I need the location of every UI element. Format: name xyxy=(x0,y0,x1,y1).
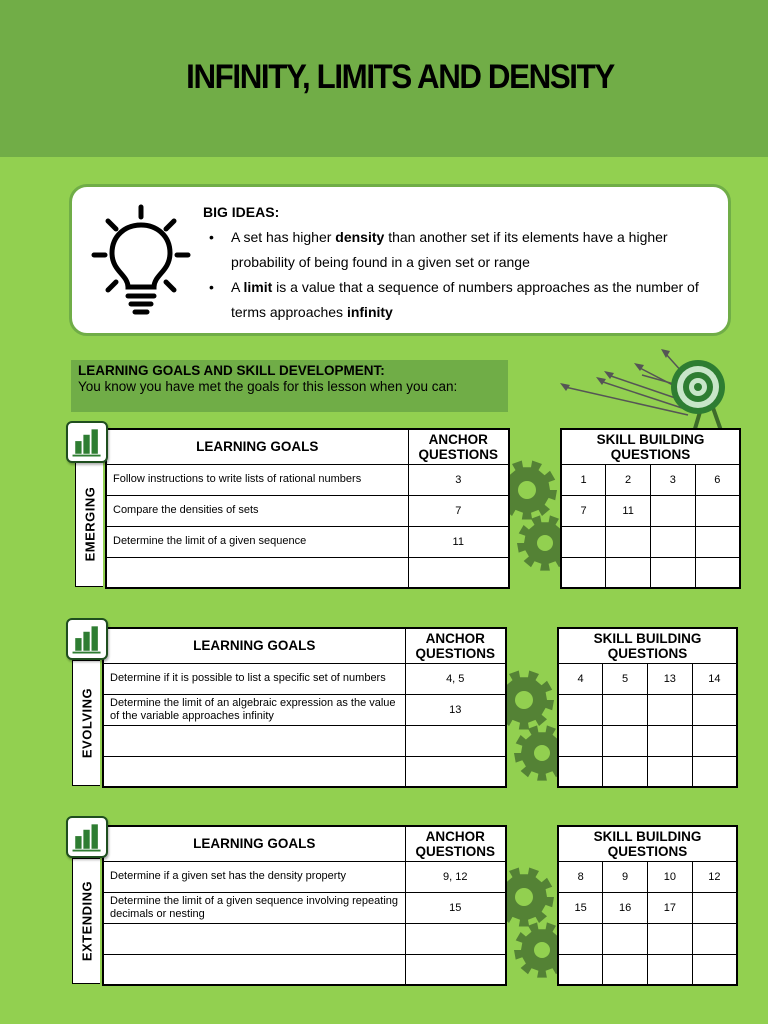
level-label-text: EXTENDING xyxy=(79,880,94,962)
skill-header: SKILL BUILDING QUESTIONS xyxy=(558,628,737,663)
table-row xyxy=(558,663,737,694)
anchor-header: ANCHOR QUESTIONS xyxy=(405,826,506,861)
big-idea-item xyxy=(203,275,703,325)
learning-goals-table xyxy=(102,627,507,788)
table-row xyxy=(561,557,740,588)
text: A set has higher xyxy=(231,229,336,245)
table-row xyxy=(558,923,737,954)
learning-goals-table xyxy=(105,428,510,589)
skill-cell xyxy=(606,557,651,588)
goal-cell: Determine if a given set has the density property xyxy=(103,861,405,892)
goal-cell: Determine if it is possible to list a specific set of numbers xyxy=(103,663,405,694)
skill-cell: 3 xyxy=(651,464,696,495)
skill-cell xyxy=(558,756,603,787)
target-arrows-icon xyxy=(560,345,730,440)
skill-cell xyxy=(558,923,603,954)
table-row xyxy=(561,526,740,557)
goal-cell: Determine the limit of an algebraic expression as the value of the variable approaches infinity xyxy=(103,694,405,725)
skill-cell: 10 xyxy=(647,861,692,892)
skill-cell: 2 xyxy=(606,464,651,495)
skill-cell xyxy=(606,526,651,557)
skill-cell xyxy=(692,694,737,725)
table-row xyxy=(558,892,737,923)
level-label-extending xyxy=(72,858,100,984)
skill-cell xyxy=(603,694,648,725)
skill-cell xyxy=(603,725,648,756)
goal-cell: Determine the limit of a given sequence involving repeating decimals or nesting xyxy=(103,892,405,923)
table-row xyxy=(103,725,506,756)
skill-cell: 6 xyxy=(695,464,740,495)
anchor-cell: 13 xyxy=(405,694,506,725)
skill-cell xyxy=(647,923,692,954)
table-row xyxy=(558,954,737,985)
anchor-header: ANCHOR QUESTIONS xyxy=(405,628,506,663)
table-row xyxy=(103,756,506,787)
skill-cell xyxy=(651,495,696,526)
skill-cell xyxy=(647,694,692,725)
anchor-cell: 4, 5 xyxy=(405,663,506,694)
anchor-cell: 7 xyxy=(408,495,509,526)
skill-header: SKILL BUILDING QUESTIONS xyxy=(561,429,740,464)
skill-cell: 17 xyxy=(647,892,692,923)
table-row xyxy=(106,464,509,495)
skill-cell: 9 xyxy=(603,861,648,892)
skill-cell xyxy=(603,923,648,954)
table-row xyxy=(106,495,509,526)
level-label-text: EVOLVING xyxy=(79,687,94,759)
skill-cell xyxy=(558,954,603,985)
table-row xyxy=(558,725,737,756)
skill-building-table xyxy=(560,428,741,589)
banner-heading: LEARNING GOALS AND SKILL DEVELOPMENT: xyxy=(78,363,385,378)
anchor-header: ANCHOR QUESTIONS xyxy=(408,429,509,464)
skill-cell xyxy=(692,954,737,985)
table-row xyxy=(558,756,737,787)
anchor-cell xyxy=(405,954,506,985)
bar-chart-icon xyxy=(66,618,108,660)
skill-cell: 12 xyxy=(692,861,737,892)
skill-cell: 5 xyxy=(603,663,648,694)
table-row xyxy=(106,557,509,588)
bullet: • xyxy=(209,229,214,245)
text: than another set if its elements have a higher probability of being found in a given set or range xyxy=(231,229,668,270)
big-ideas-heading: BIG IDEAS: xyxy=(203,204,280,220)
skill-cell xyxy=(603,954,648,985)
big-ideas-box xyxy=(69,184,731,336)
goals-header: LEARNING GOALS xyxy=(103,628,405,663)
skill-cell: 13 xyxy=(647,663,692,694)
skill-building-table xyxy=(557,627,738,788)
bar-chart-icon xyxy=(66,816,108,858)
bold-term: density xyxy=(335,229,385,245)
lightbulb-icon xyxy=(86,201,196,319)
skill-cell: 4 xyxy=(558,663,603,694)
anchor-cell xyxy=(405,756,506,787)
anchor-cell: 9, 12 xyxy=(405,861,506,892)
skill-cell xyxy=(692,756,737,787)
goal-cell: Compare the densities of sets xyxy=(106,495,408,526)
skill-cell xyxy=(695,495,740,526)
skill-cell: 14 xyxy=(692,663,737,694)
learning-goals-table xyxy=(102,825,507,986)
table-row xyxy=(103,892,506,923)
anchor-cell: 11 xyxy=(408,526,509,557)
goal-cell xyxy=(103,756,405,787)
text: A xyxy=(231,279,244,295)
skill-cell xyxy=(692,892,737,923)
anchor-cell xyxy=(405,725,506,756)
skill-cell xyxy=(561,526,606,557)
table-row xyxy=(561,464,740,495)
skill-cell xyxy=(695,557,740,588)
table-row xyxy=(561,495,740,526)
goal-cell xyxy=(103,725,405,756)
skill-cell: 8 xyxy=(558,861,603,892)
table-row xyxy=(558,694,737,725)
goal-cell xyxy=(103,923,405,954)
skill-cell xyxy=(647,725,692,756)
skill-cell: 11 xyxy=(606,495,651,526)
skill-cell xyxy=(692,725,737,756)
goal-cell xyxy=(106,557,408,588)
skill-cell: 15 xyxy=(558,892,603,923)
level-label-emerging xyxy=(75,461,103,587)
banner-subtitle: You know you have met the goals for this lesson when you can: xyxy=(78,379,458,394)
skill-cell xyxy=(558,725,603,756)
table-row xyxy=(103,694,506,725)
skill-cell: 1 xyxy=(561,464,606,495)
goal-cell xyxy=(103,954,405,985)
skill-cell xyxy=(603,756,648,787)
skill-cell xyxy=(647,756,692,787)
table-row xyxy=(103,663,506,694)
bullet: • xyxy=(209,279,214,295)
table-row xyxy=(106,526,509,557)
level-label-evolving xyxy=(72,660,100,786)
level-label-text: EMERGING xyxy=(82,486,97,562)
skill-cell: 16 xyxy=(603,892,648,923)
skill-cell xyxy=(647,954,692,985)
bold-term: infinity xyxy=(346,304,393,320)
anchor-cell: 3 xyxy=(408,464,509,495)
anchor-cell xyxy=(405,923,506,954)
bar-chart-icon xyxy=(66,421,108,463)
goal-cell: Follow instructions to write lists of rational numbers xyxy=(106,464,408,495)
big-idea-item xyxy=(203,225,703,275)
bold-term: limit xyxy=(243,279,273,295)
big-ideas-list xyxy=(203,225,703,325)
skill-cell xyxy=(558,694,603,725)
learning-goals-banner xyxy=(71,360,508,412)
skill-header: SKILL BUILDING QUESTIONS xyxy=(558,826,737,861)
skill-cell xyxy=(695,526,740,557)
skill-cell xyxy=(692,923,737,954)
skill-cell xyxy=(561,557,606,588)
anchor-cell: 15 xyxy=(405,892,506,923)
page-title: INFINITY, LIMITS AND DENSITY xyxy=(186,58,614,96)
table-row xyxy=(103,923,506,954)
skill-cell: 7 xyxy=(561,495,606,526)
goal-cell: Determine the limit of a given sequence xyxy=(106,526,408,557)
goals-header: LEARNING GOALS xyxy=(103,826,405,861)
text: is a value that a sequence of numbers approaches as the number of terms approaches xyxy=(231,279,699,320)
table-row xyxy=(103,954,506,985)
goals-header: LEARNING GOALS xyxy=(106,429,408,464)
skill-cell xyxy=(651,557,696,588)
table-row xyxy=(103,861,506,892)
skill-building-table xyxy=(557,825,738,986)
table-row xyxy=(558,861,737,892)
anchor-cell xyxy=(408,557,509,588)
skill-cell xyxy=(651,526,696,557)
